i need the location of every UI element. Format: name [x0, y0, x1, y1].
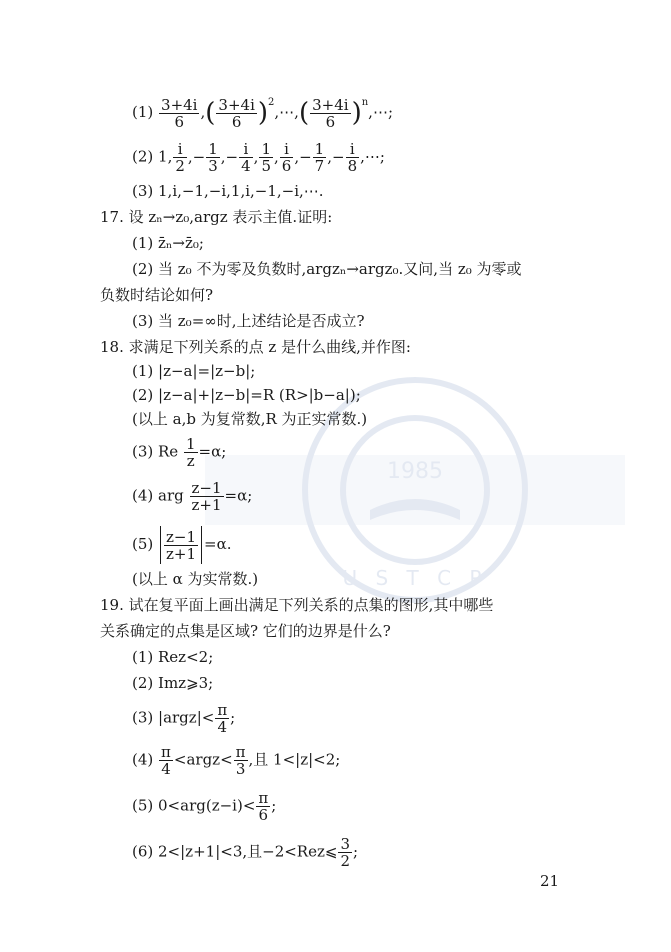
fraction: $\frac{i}{2}$: [175, 140, 185, 175]
fraction: $\frac{1}{7}$: [314, 140, 325, 175]
exercise-17-1: (1) z̄ₙ→z̄₀;: [132, 234, 204, 252]
exercise-18-4: (4) arg $\frac{z-1}{z+1}$ =α;: [132, 479, 253, 514]
exercise-17-heading: 17. 设 zₙ→z₀,argz 表示主值.证明:: [100, 208, 333, 226]
exercise-18-note: (以上 a,b 为复常数,R 为正实常数.): [132, 410, 368, 428]
svg-text:U S T C P: U S T C P: [342, 566, 488, 590]
exercise-18-3: (3) Re $\frac{1}{z}$ =α;: [132, 435, 227, 470]
exercise-17-3: (3) 当 z₀=∞时,上述结论是否成立?: [132, 312, 365, 330]
exercise-18-1: (1) |z−a|=|z−b|;: [132, 362, 256, 380]
exercise-19-3: (3) |argz|< $\frac{\pi}{4}$ ;: [132, 701, 236, 736]
fraction: $\frac{i}{8}$: [347, 140, 358, 175]
exercise-19-1: (1) Rez<2;: [132, 648, 214, 666]
exercise-16-2: (2) 1, $\frac{i}{2}$ ,− $\frac{1}{3}$ ,− $\frac{i}{4}$ , $\frac{1}{5}$ , $\frac{i}{6}$ ,− $\frac{1}{7}$ ,− $\frac{i}{8}$ ,⋯;: [132, 140, 385, 175]
fraction: $\frac{1}{5}$: [261, 140, 271, 175]
exercise-19-6: (6) 2<|z+1|<3,且−2<Rez⩽ $\frac{3}{2}$ ;: [132, 835, 359, 870]
exercise-18-note2: (以上 α 为实常数.): [132, 570, 259, 588]
exercise-16-1: (1) $\frac{3+4i}{6}$ ,( $\frac{3+4i}{6}$ )$^2$,⋯,( $\frac{3+4i}{6}$ )$^n$,⋯;: [132, 95, 393, 131]
exercise-18-5: (5) $\frac{z-1}{z+1}$ =α.: [132, 527, 232, 563]
fraction: $\frac{1}{3}$: [208, 140, 218, 175]
exercise-19-heading: 19. 试在复平面上画出满足下列关系的点集的图形,其中哪些: [100, 596, 494, 614]
exercise-19-2: (2) Imz⩾3;: [132, 674, 214, 692]
exercise-16-3: (3) 1,i,−1,−i,1,i,−1,−i,⋯.: [132, 182, 324, 200]
exercise-19-4: (4) $\frac{\pi}{4}$ <argz< $\frac{\pi}{3}$ ,且 1<|z|<2;: [132, 743, 341, 778]
exercise-19-5: (5) 0<arg(z−i)< $\frac{\pi}{6}$ ;: [132, 789, 277, 824]
page-number: 21: [540, 872, 560, 890]
press-seal-watermark: [205, 370, 625, 610]
fraction: $\frac{i}{6}$: [281, 140, 292, 175]
exercise-17-2-cont: 负数时结论如何?: [100, 286, 214, 304]
fraction: $\frac{3+4i}{6}$: [161, 95, 198, 131]
exercise-18-2: (2) |z−a|+|z−b|=R (R>|b−a|);: [132, 386, 361, 404]
fraction: $\frac{i}{4}$: [241, 140, 251, 175]
exercise-17-2: (2) 当 z₀ 不为零及负数时,argzₙ→argz₀.又问,当 z₀ 为零或: [132, 260, 522, 278]
svg-text:1985: 1985: [387, 459, 443, 484]
exercise-18-heading: 18. 求满足下列关系的点 z 是什么曲线,并作图:: [100, 338, 411, 356]
exercise-19-heading-cont: 关系确定的点集是区域? 它们的边界是什么?: [100, 622, 391, 640]
